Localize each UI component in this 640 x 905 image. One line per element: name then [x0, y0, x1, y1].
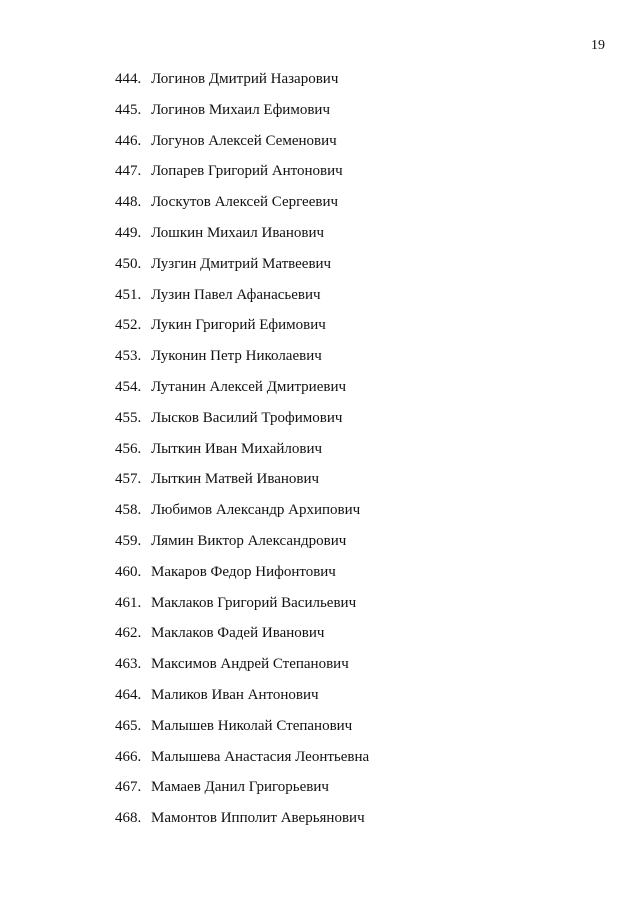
entry-name: Лукин Григорий Ефимович [151, 317, 326, 334]
entry-number: 455. [115, 409, 142, 426]
entry-name: Лыткин Иван Михайлович [151, 440, 323, 457]
entry-name: Лямин Виктор Александрович [151, 532, 347, 549]
entry-number: 461. [115, 594, 142, 611]
entry-number: 464. [115, 686, 142, 703]
entry-number: 468. [115, 810, 142, 827]
entry-number: 462. [115, 625, 142, 642]
entry-number: 459. [115, 532, 142, 549]
entry-number: 450. [115, 255, 142, 272]
entry-number: 460. [115, 563, 142, 580]
entry-name: Малышев Николай Степанович [151, 717, 353, 734]
entry-number: 453. [115, 348, 142, 365]
entry-name: Мамаев Данил Григорьевич [151, 779, 329, 796]
entry-number: 445. [115, 101, 142, 118]
entry-name: Логунов Алексей Семенович [151, 132, 337, 149]
entry-name: Любимов Александр Архипович [151, 502, 361, 519]
entry-name: Маклаков Фадей Иванович [151, 625, 325, 642]
entry-name: Лошкин Михаил Иванович [151, 224, 325, 241]
entry-name: Лысков Василий Трофимович [151, 409, 343, 426]
entry-name: Макаров Федор Нифонтович [151, 563, 336, 580]
entry-number: 444. [115, 71, 142, 87]
entry-number: 467. [115, 779, 142, 796]
entry-name: Максимов Андрей Степанович [151, 656, 349, 673]
entry-number: 451. [115, 286, 142, 303]
entry-name: Лутанин Алексей Дмитриевич [151, 378, 347, 395]
entry-number: 454. [115, 378, 142, 395]
entry-number: 447. [115, 163, 142, 180]
entry-number: 457. [115, 471, 142, 488]
entry-number: 448. [115, 194, 142, 211]
entry-name: Логинов Дмитрий Назарович [151, 71, 339, 87]
entry-name: Логинов Михаил Ефимович [151, 101, 330, 118]
entry-name: Луконин Петр Николаевич [151, 348, 322, 365]
entry-name: Маликов Иван Антонович [151, 686, 319, 703]
entry-name: Лузгин Дмитрий Матвеевич [151, 255, 332, 272]
entry-name: Лыткин Матвей Иванович [151, 471, 320, 488]
entry-number: 446. [115, 132, 142, 149]
page-number: 19 [591, 38, 605, 53]
entry-number: 456. [115, 440, 142, 457]
entry-name: Лоскутов Алексей Сергеевич [151, 194, 339, 211]
entry-number: 463. [115, 656, 142, 673]
entry-name: Лузин Павел Афанасьевич [151, 286, 321, 303]
entry-number: 466. [115, 748, 142, 765]
entry-name: Лопарев Григорий Антонович [151, 163, 343, 180]
entry-name: Малышева Анастасия Леонтьевна [151, 748, 370, 765]
entry-number: 458. [115, 502, 142, 519]
entry-name: Мамонтов Ипполит Аверьянович [151, 810, 365, 827]
entry-number: 449. [115, 224, 142, 241]
entry-number: 452. [115, 317, 142, 334]
entry-name: Маклаков Григорий Васильевич [151, 594, 357, 611]
entry-number: 465. [115, 717, 142, 734]
